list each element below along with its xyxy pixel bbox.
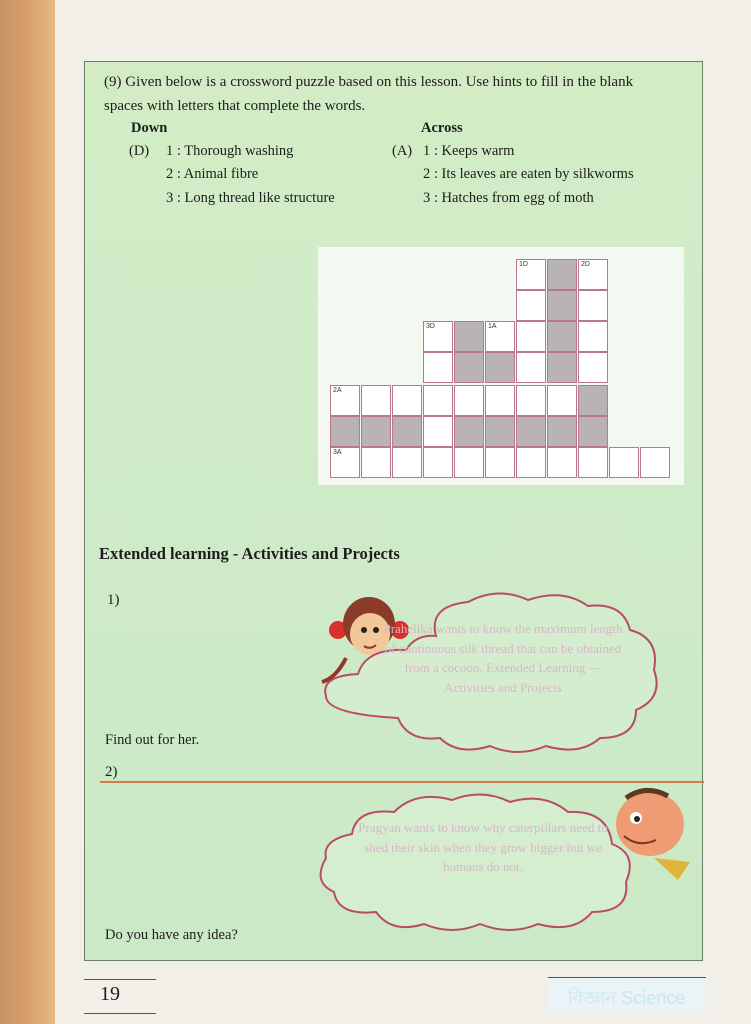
label-3d: 3D <box>426 323 435 330</box>
crossword-cell[interactable] <box>485 385 515 416</box>
crossword-cell[interactable] <box>330 385 360 416</box>
crossword-cell-shaded <box>547 290 577 321</box>
label-2a: 2A <box>333 387 342 394</box>
section-divider <box>100 781 704 783</box>
crossword-cell[interactable] <box>578 352 608 383</box>
crossword-cell[interactable] <box>578 321 608 352</box>
footer-subject-label: বিজ্ঞান Science <box>568 988 686 1008</box>
label-1d: 1D <box>519 261 528 268</box>
cloud-1-text: Prahelika wants to know the maximum length of continuous silk thread that can be obtained from a cocoon. Extended Learning — Activities and Projects <box>383 621 623 695</box>
cloud-2-text: Pragyan wants to know why caterpillars need to shed their skin when they grow bigger but we humans do not. <box>358 820 608 874</box>
across-heading: Across <box>421 120 463 136</box>
crossword-cell[interactable] <box>361 447 391 478</box>
crossword-cell[interactable] <box>423 352 453 383</box>
label-3a: 3A <box>333 449 342 456</box>
crossword-cell[interactable] <box>392 385 422 416</box>
down-heading: Down <box>131 120 168 136</box>
crossword-cell-shaded <box>547 259 577 290</box>
crossword-cell-shaded <box>454 416 484 447</box>
book-spine <box>0 0 55 1024</box>
footer-rule-top <box>84 979 156 980</box>
across-prefix: (A) <box>392 143 413 159</box>
crossword-cell-shaded <box>361 416 391 447</box>
crossword-cell-shaded <box>485 416 515 447</box>
down-clue-1: 1 : Thorough washing <box>166 143 294 159</box>
crossword-cell[interactable] <box>516 259 546 290</box>
item-1-prompt: Find out for her. <box>105 732 200 748</box>
item-2-number: 2) <box>105 764 118 780</box>
boy-head <box>616 792 684 856</box>
crossword-cell[interactable] <box>361 385 391 416</box>
crossword-grid <box>318 247 684 485</box>
crossword-cell-shaded <box>330 416 360 447</box>
crossword-cell[interactable] <box>547 447 577 478</box>
item-2-prompt: Do you have any idea? <box>105 927 238 943</box>
crossword-cell[interactable] <box>516 290 546 321</box>
down-prefix: (D) <box>129 143 150 159</box>
crossword-cell-shaded <box>547 352 577 383</box>
page-number: 19 <box>100 983 120 1005</box>
boy-collar <box>654 858 690 880</box>
crossword-cell[interactable] <box>609 447 639 478</box>
item-1-number: 1) <box>107 592 120 608</box>
label-2d: 2D <box>581 261 590 268</box>
label-1a: 1A <box>488 323 497 330</box>
crossword-cell-shaded <box>485 352 515 383</box>
crossword-cell-shaded <box>392 416 422 447</box>
across-clue-3: 3 : Hatches from egg of moth <box>423 190 594 206</box>
crossword-cell[interactable] <box>578 290 608 321</box>
crossword-cell-shaded <box>578 385 608 416</box>
crossword-cell[interactable] <box>423 416 453 447</box>
footer-label-rule <box>548 977 706 978</box>
crossword-cell[interactable] <box>516 385 546 416</box>
crossword-cell-shaded <box>516 416 546 447</box>
down-clue-3: 3 : Long thread like structure <box>166 190 335 206</box>
crossword-cell[interactable] <box>454 385 484 416</box>
crossword-cell[interactable] <box>423 447 453 478</box>
crossword-cell-shaded <box>578 416 608 447</box>
crossword-cell[interactable] <box>423 385 453 416</box>
crossword-cell-shaded <box>454 321 484 352</box>
across-clue-2: 2 : Its leaves are eaten by silkworms <box>423 166 634 182</box>
crossword-cell[interactable] <box>392 447 422 478</box>
crossword-cell[interactable] <box>578 447 608 478</box>
crossword-cell[interactable] <box>454 447 484 478</box>
crossword-cell-shaded <box>547 416 577 447</box>
crossword-cell[interactable] <box>640 447 670 478</box>
crossword-cell[interactable] <box>516 447 546 478</box>
crossword-cell[interactable] <box>516 352 546 383</box>
down-clue-2: 2 : Animal fibre <box>166 166 259 182</box>
crossword-cell[interactable] <box>516 321 546 352</box>
crossword-cell-shaded <box>454 352 484 383</box>
across-clue-1: 1 : Keeps warm <box>423 143 515 159</box>
question-9-text: (9) Given below is a crossword puzzle based on this lesson. Use hints to fill in the blank spaces with letters that complete the words. <box>104 74 634 114</box>
crossword-cell[interactable] <box>485 321 515 352</box>
crossword-cell-shaded <box>547 321 577 352</box>
extended-learning-title: Extended learning - Activities and Projects <box>99 544 400 563</box>
crossword-cell[interactable] <box>330 447 360 478</box>
crossword-cell[interactable] <box>547 385 577 416</box>
boy-character-illustration <box>606 784 696 884</box>
crossword-cell[interactable] <box>578 259 608 290</box>
crossword-cell[interactable] <box>485 447 515 478</box>
footer-rule-bottom <box>84 1013 156 1014</box>
crossword-cell[interactable] <box>423 321 453 352</box>
